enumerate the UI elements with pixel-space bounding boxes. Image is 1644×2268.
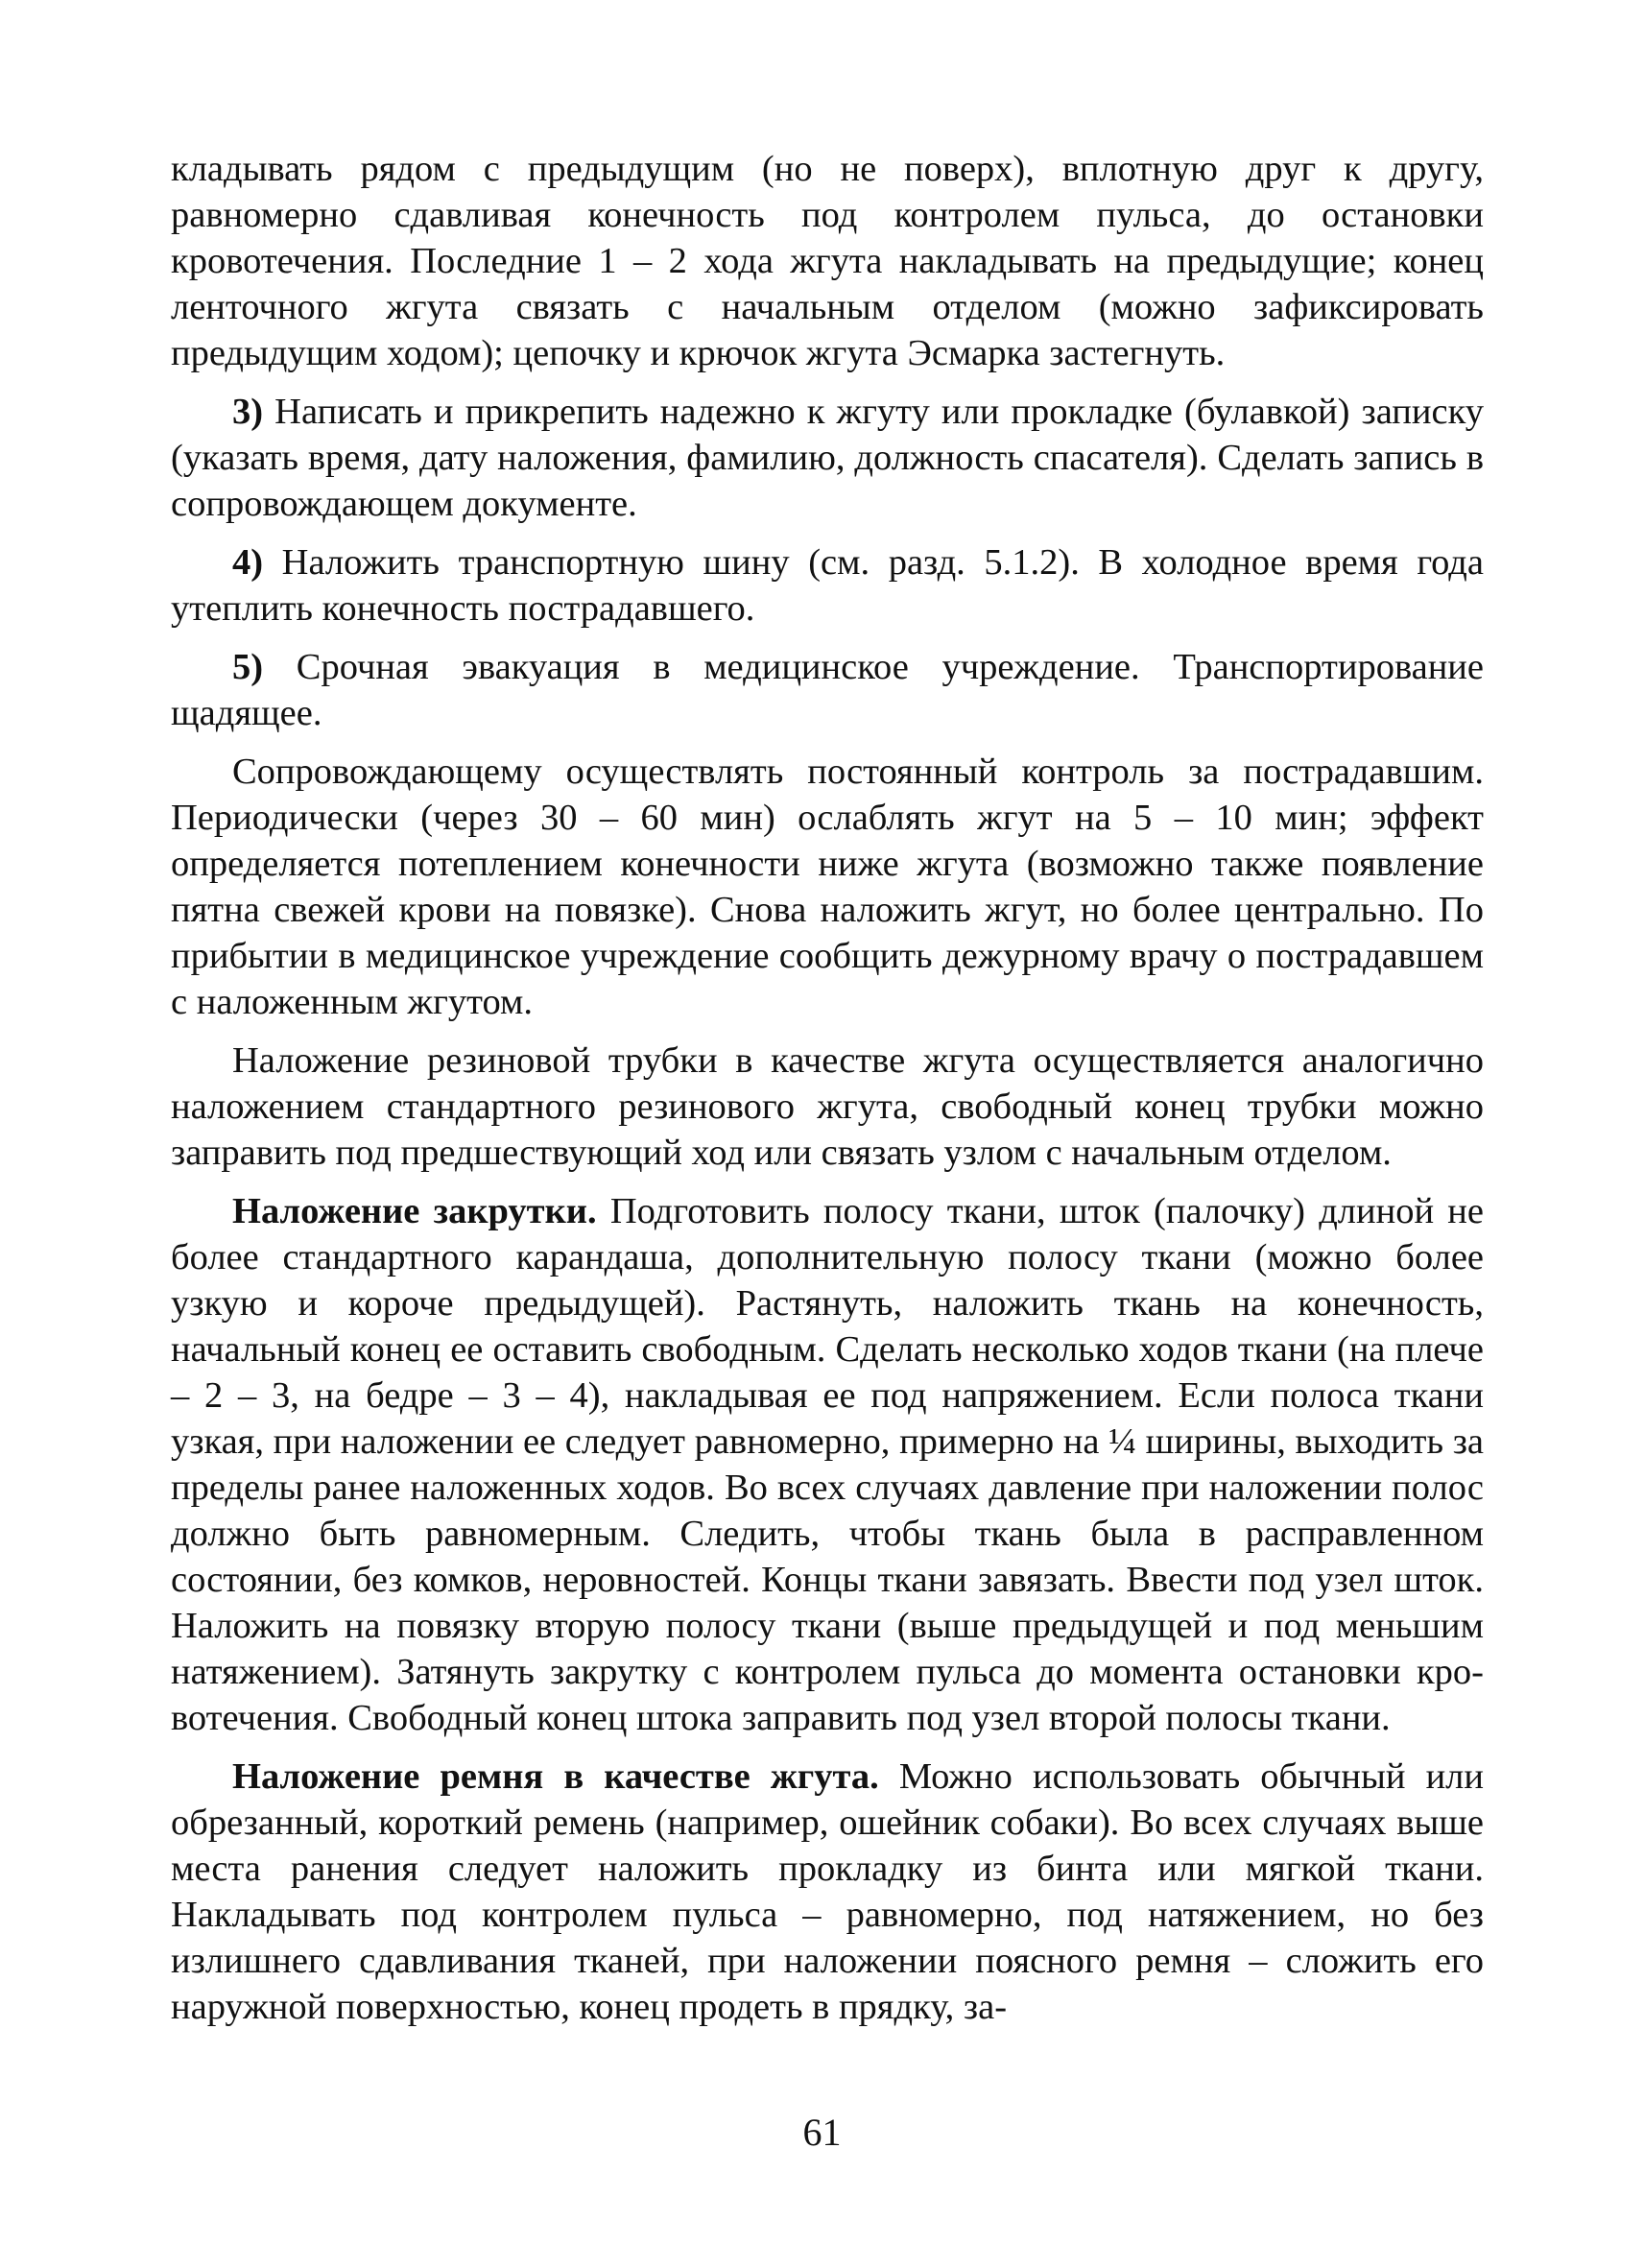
paragraph-text: Написать и прикрепить надежно к жгуту или прокладке (булавкой) записку (указать время, дату наложения, фамилию, должность спасателя). Сделать запись в сопровождающем документе. [171, 392, 1484, 524]
paragraph-step-5 [171, 644, 1484, 736]
paragraph-belt-tourniquet [171, 1754, 1484, 2030]
paragraph-lead: Наложение ремня в качестве жгута. [232, 1756, 879, 1797]
paragraph-text: кладывать рядом с предыдущим (но не поверх), вплотную друг к другу, равномерно сдавливая конечность под контролем пульса, до остановки кровотечения. Последние 1 – 2 хода жгута накладывать на предыдущие; конец ленточного жгута связать с начальным отделом (можно зафиксировать предыдущим ходом); цепочку и крючок жгута Эсмарка застегнуть. [171, 149, 1484, 373]
paragraph-text: Сопровождающему осуществлять постоянный контроль за пострадавшим. Периодически (через 30 – 60 мин) ослаблять жгут на 5 – 10 мин; эффект определяется потеплением конечности ниже жгута (возможно также появление пятна свежей крови на повязке). Снова наложить жгут, но более центрально. По прибытии в медицинское учреждение сообщить дежурному врачу о пострадавшем с наложенным жгутом. [171, 752, 1484, 1022]
paragraph-step-4 [171, 539, 1484, 632]
paragraph-lead: 3) [232, 392, 264, 432]
paragraph-text: Наложение резиновой трубки в качестве жгута осуществляется аналогично наложением стандартного резинового жгута, свободный конец трубки можно заправить под предшествующий ход или связать узлом с начальным отделом. [171, 1040, 1484, 1173]
paragraph-step-3 [171, 389, 1484, 527]
page-number: 61 [802, 2111, 842, 2154]
page-body [171, 146, 1484, 2042]
paragraph-text: Подготовить полосу ткани, шток (палочку) длиной не более стандартного карандаша, дополнительную полосу ткани (можно более узкую и короче предыдущей). Растянуть, наложить ткань на конечность, начальный конец ее оставить свободным. Сделать несколько ходов ткани (на плече – 2 – 3, на бедре – 3 – 4), накладывая ее под напряжением. Если полоса ткани узкая, при наложении ее следует равномерно, примерно на ¼ ширины, выходить за пределы ранее наложенных ходов. Во всех случаях давление при наложении полос должно быть равномерным. Следить, чтобы ткань была в расправленном состоянии, без комков, неровностей. Концы ткани завязать. Ввести под узел шток. Наложить на повязку вторую полосу ткани (выше предыдущей и под меньшим натяжением). Затянуть закрутку с контролем пульса до момента остановки кровотечения. Свободный конец штока заправить под узел второй полосы ткани. [171, 1191, 1485, 1738]
paragraph-text: Наложить транспортную шину (см. разд. 5.1.2). В холодное время года утеплить конечность пострадавшего. [171, 542, 1484, 629]
paragraph-rubber-tube [171, 1038, 1484, 1176]
paragraph-escort-control [171, 749, 1484, 1025]
paragraph-twist-tourniquet [171, 1188, 1484, 1741]
paragraph-text: Срочная эвакуация в медицинское учреждение. Транспортирование щадящее. [171, 647, 1484, 733]
paragraph-lead: 4) [232, 542, 264, 583]
paragraph-continuation [171, 146, 1484, 376]
paragraph-text: Можно использовать обычный или обрезанный, короткий ремень (например, ошейник собаки). Во всех случаях выше места ранения следует наложить прокладку из бинта или мягкой ткани. Накладывать под контролем пульса – равномерно, под натяжением, но без излишнего сдавливания тканей, при наложении поясного ремня – сложить его наружной поверхностью, конец продеть в прядку, за- [171, 1756, 1484, 2027]
paragraph-lead: 5) [232, 647, 264, 687]
paragraph-lead: Наложение закрутки. [232, 1191, 597, 1231]
